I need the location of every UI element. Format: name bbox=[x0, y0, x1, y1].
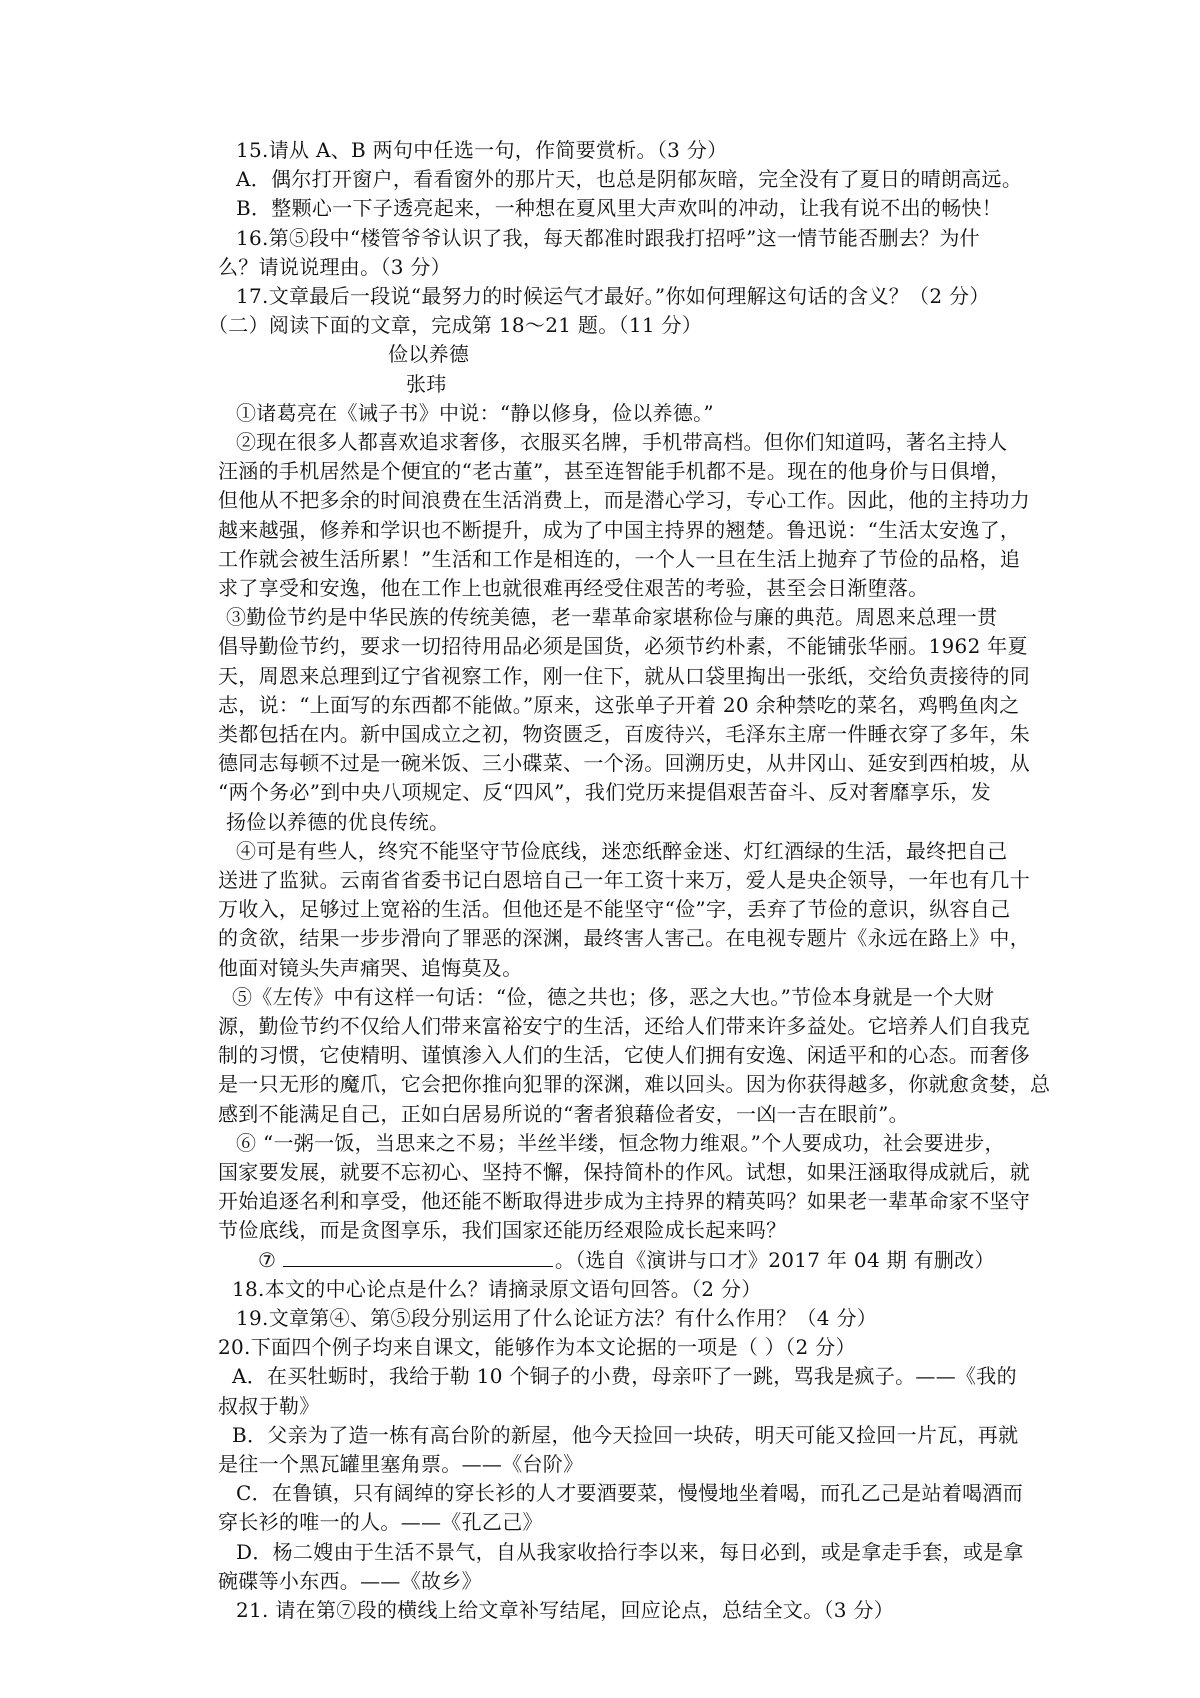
paragraph-6-line: 国家要发展，就要不忘初心、坚持不懈，保持简朴的作风。试想，如果汪涵取得成就后，就 bbox=[218, 1160, 1030, 1184]
q20-option-a: A．在买牡蛎时，我给于勒 10 个铜子的小费，母亲吓了一跳，骂我是疯子。——《我的 bbox=[232, 1364, 1017, 1389]
paragraph-2-line: 汪涵的手机居然是个便宜的“老古董”，甚至连智能手机都不是。现在的他身价与日俱增， bbox=[218, 459, 1011, 484]
paragraph-4-line: 他面对镜头失声痛哭、追悔莫及。 bbox=[218, 955, 523, 980]
q20-option-b-cont: 是往一个黑瓦罐里塞角票。——《台阶》 bbox=[218, 1452, 584, 1476]
section-two-heading: （二）阅读下面的文章，完成第 18～21 题。（11 分） bbox=[208, 313, 703, 338]
paragraph-3-line: 德同志每顿不过是一碗米饭、三小碟菜、一个汤。回溯历史，从井冈山、延安到西柏坡，从 bbox=[218, 751, 1030, 776]
question-17: 17.文章最后一段说“最努力的时候运气才最好。”你如何理解这句话的含义？（2 分） bbox=[236, 284, 990, 308]
paragraph-5-line: 制的习惯，它使精明、谨慎渗入人们的生活，它使人们拥有安逸、闲适平和的心态。而奢侈 bbox=[218, 1043, 1030, 1068]
question-21: 21. 请在第⑦段的横线上给文章补写结尾，回应论点，总结全文。（3 分） bbox=[236, 1598, 895, 1622]
paragraph-3-line: 天，周恩来总理到辽宁省视察工作，刚一住下，就从口袋里掏出一张纸，交给负责接待的同 bbox=[218, 663, 1030, 688]
paragraph-7-line bbox=[258, 1246, 995, 1274]
paragraph-4-line: 万收入，足够过上宽裕的生活。但他还是不能坚守“俭”字，丢弃了节俭的意识，纵容自己 bbox=[218, 897, 1011, 922]
paragraph-6-line: 开始追逐名利和享受，他还能不断取得进步成为主持界的精英吗？如果老一辈革命家不坚守 bbox=[218, 1189, 1030, 1214]
q20-option-b: B．父亲为了造一栋有高台阶的新屋，他今天捡回一块砖，明天可能又捡回一片瓦，再就 bbox=[232, 1422, 1019, 1447]
question-19: 19.文章第④、第⑤段分别运用了什么论证方法？有什么作用？（4 分） bbox=[236, 1306, 878, 1330]
paragraph-2-line: 越来越强，修养和学识也不断提升，成为了中国主持界的翘楚。鲁迅说：“生活太安逸了， bbox=[218, 517, 1021, 542]
paragraph-3-line: 扬俭以养德的优良传统。 bbox=[226, 809, 450, 834]
paragraph-3-line: ③勤俭节约是中华民族的传统美德，老一辈革命家堪称俭与廉的典范。周恩来总理一贯 bbox=[226, 605, 998, 630]
question-20: 20.下面四个例子均来自课文，能够作为本文论据的一项是（ ）（2 分） bbox=[218, 1335, 856, 1360]
q20-option-a-cont: 叔叔于勒》 bbox=[218, 1393, 320, 1418]
paragraph-3-line: 倡导勤俭节约，要求一切招待用品必须是国货，必须节约朴素，不能铺张华丽。1962 年夏 bbox=[218, 634, 1028, 659]
paragraph-7-source: 。（选自《演讲与口才》2017 年 04 期 有删改） bbox=[554, 1247, 995, 1272]
paragraph-5-line: 源，勤俭节约不仅给人们带来富裕安宁的生活，还给人们带来许多益处。它培养人们自我克 bbox=[218, 1014, 1030, 1038]
q20-option-c-cont: 穿长衫的唯一的人。——《孔乙己》 bbox=[218, 1510, 543, 1535]
paragraph-2-line: 工作就会被生活所累！”生活和工作是相连的，一个人一旦在生活上抛弃了节俭的品格，追 bbox=[218, 546, 1021, 571]
paragraph-1: ①诸葛亮在《诫子书》中说：“静以修身，俭以养德。” bbox=[236, 400, 714, 425]
paragraph-5-line: 是一只无形的魔爪，它会把你推向犯罪的深渊，难以回头。因为你获得越多，你就愈贪婪，总 bbox=[218, 1072, 1051, 1097]
paragraph-3-line: 类都包括在内。新中国成立之初，物资匮乏，百废待兴，毛泽东主席一件睡衣穿了多年，朱 bbox=[218, 722, 1030, 746]
paragraph-4-line: 的贪欲，结果一步步滑向了罪恶的深渊，最终害人害己。在电视专题片《永远在路上》中， bbox=[218, 926, 1030, 951]
paragraph-2-line: 求了享受和安逸，他在工作上也就很难再经受住艰苦的考验，甚至会日渐堕落。 bbox=[218, 576, 929, 600]
paragraph-4-line: ④可是有些人，终究不能坚守节俭底线，迷恋纸醉金迷、灯红酒绿的生活，最终把自己 bbox=[236, 838, 1008, 863]
paragraph-6-line: 节俭底线，而是贪图享乐，我们国家还能历经艰险成长起来吗？ bbox=[218, 1218, 787, 1243]
paragraph-5-line: ⑤《左传》中有这样一句话：“俭，德之共也；侈，恶之大也。”节俭本身就是一个大财 bbox=[232, 984, 995, 1009]
q20-option-c: C．在鲁镇，只有阔绰的穿长衫的人才要酒要菜，慢慢地坐着喝，而孔乙己是站着喝酒而 bbox=[236, 1481, 1024, 1506]
answer-blank-line[interactable] bbox=[283, 1246, 553, 1267]
paragraph-3-line: 志，说：“上面写的东西都不能做。”原来，这张单子开着 20 余种禁吃的菜名，鸡鸭鱼肉之 bbox=[218, 692, 1020, 717]
article-title: 俭以养德 bbox=[388, 342, 470, 367]
paragraph-7-marker: ⑦ bbox=[258, 1247, 277, 1272]
option-b-text: B．整颗心一下子透亮起来，一种想在夏风里大声欢叫的冲动，让我有说不出的畅快！ bbox=[236, 196, 1003, 221]
paragraph-5-line: 感到不能满足自己，正如白居易所说的“奢者狼藉俭者安，一凶一吉在眼前”。 bbox=[218, 1101, 909, 1126]
article-author: 张玮 bbox=[406, 371, 447, 396]
question-18: 18.本文的中心论点是什么？请摘录原文语句回答。（2 分） bbox=[232, 1276, 762, 1301]
question-16-cont: 么？请说说理由。（3 分） bbox=[218, 254, 451, 279]
paragraph-2-line: 但他从不把多余的时间浪费在生活消费上，而是潜心学习，专心工作。因此，他的主持功力 bbox=[218, 488, 1030, 513]
q20-option-d: D．杨二嫂由于生活不景气，自从我家收拾行李以来，每日必到，或是拿走手套，或是拿 bbox=[236, 1539, 1024, 1564]
paragraph-4-line: 送进了监狱。云南省省委书记白恩培自己一年工资十来万，爱人是央企领导，一年也有几十 bbox=[218, 868, 1030, 892]
paragraph-2-line: ②现在很多人都喜欢追求奢侈，衣服买名牌，手机带高档。但你们知道吗，著名主持人 bbox=[236, 430, 1008, 454]
option-a-text: A．偶尔打开窗户，看看窗外的那片天，也总是阴郁灰暗，完全没有了夏日的晴朗高远。 bbox=[236, 167, 1023, 192]
paragraph-6-line: ⑥ “一粥一饭，当思来之不易；半丝半缕，恒念物力维艰。”个人要成功，社会要进步， bbox=[236, 1130, 1005, 1155]
q20-option-d-cont: 碗碟等小东西。——《故乡》 bbox=[218, 1568, 482, 1593]
question-16: 16.第⑤段中“楼管爷爷认识了我，每天都准时跟我打招呼”这一情节能否删去？为什 bbox=[236, 225, 980, 250]
paragraph-3-line: “两个务必”到中央八项规定、反“四风”，我们党历来提倡艰苦奋斗、反对奢靡享乐，发 bbox=[218, 780, 991, 805]
question-15: 15.请从 A、B 两句中任选一句，作简要赏析。（3 分） bbox=[236, 138, 728, 162]
